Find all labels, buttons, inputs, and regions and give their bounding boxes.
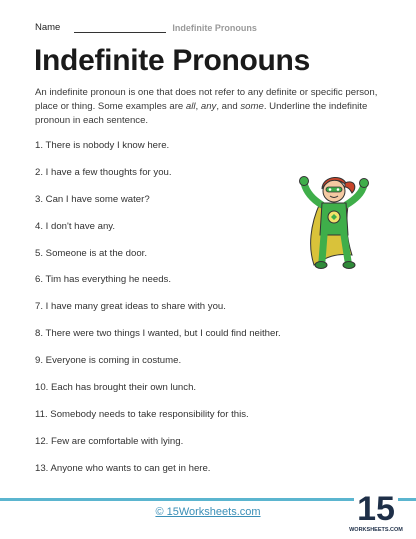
name-label: Name bbox=[35, 22, 61, 33]
intro-text-2: . Underline the indefinite pronoun in each sentence. bbox=[35, 101, 368, 126]
page-title: Indefinite Pronouns bbox=[34, 44, 310, 77]
footer-site-link[interactable]: © 15Worksheets.com bbox=[155, 506, 261, 518]
intro-paragraph bbox=[35, 86, 385, 128]
sentence-item: 3. Can I have some water? bbox=[35, 193, 150, 205]
sentence-item: 4. I don't have any. bbox=[35, 220, 116, 232]
logo-text: WORKSHEETS.COM bbox=[349, 527, 403, 533]
worksheet-tag: Indefinite Pronouns bbox=[172, 23, 257, 33]
sentence-item: 5. Someone is at the door. bbox=[35, 247, 148, 259]
15worksheets-logo-icon bbox=[349, 486, 403, 534]
intro-text-1: An indefinite pronoun is one that does not refer to any definite or specific person, place or thing. Some examples are bbox=[35, 87, 378, 112]
example-any: any bbox=[200, 101, 217, 112]
name-input-line[interactable] bbox=[74, 22, 166, 33]
sentence-item: 13. Anyone who wants to can get in here. bbox=[35, 462, 211, 474]
sentence-item: 12. Few are comfortable with lying. bbox=[35, 435, 184, 447]
logo-number: 15 bbox=[357, 490, 395, 528]
superhero-girl-icon bbox=[292, 165, 378, 275]
sentence-item: 1. There is nobody I know here. bbox=[35, 140, 170, 151]
intro-sep-1: , bbox=[195, 101, 201, 112]
example-some: some bbox=[240, 101, 264, 112]
name-field-row bbox=[35, 22, 257, 33]
sentence-item: 9. Everyone is coming in costume. bbox=[35, 355, 182, 367]
intro-sep-2: , and bbox=[216, 101, 241, 112]
sentence-item: 10. Each has brought their own lunch. bbox=[35, 382, 197, 394]
sentence-item: 11. Somebody needs to take responsibility for this. bbox=[35, 408, 249, 420]
sentence-item: 7. I have many great ideas to share with you. bbox=[35, 301, 226, 313]
sentence-item: 2. I have a few thoughts for you. bbox=[35, 166, 172, 178]
sentence-item: 6. Tim has everything he needs. bbox=[35, 274, 171, 286]
sentence-item: 8. There were two things I wanted, but I could find neither. bbox=[35, 328, 281, 340]
example-all: all bbox=[185, 101, 196, 112]
